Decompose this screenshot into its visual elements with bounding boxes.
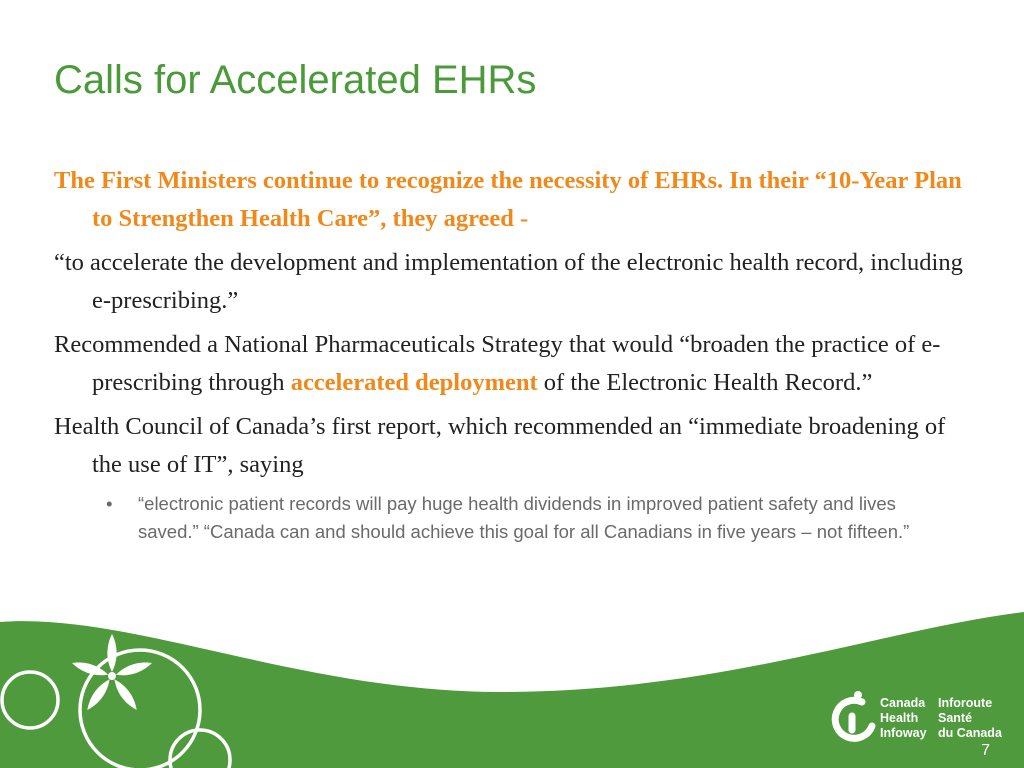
logo-french-text: Inforoute Santé du Canada (938, 696, 1002, 740)
slide-title: Calls for Accelerated EHRs (54, 58, 537, 102)
sub-bullet-text: “electronic patient records will pay huge health dividends in improved patient safety and lives saved.” “Canada can and should achieve this goal for all Canadians in five years – not fifteen.” (138, 493, 910, 542)
recommendation-text-start: Recommended a National Pharmaceuticals Strategy that would “broaden the practice of e-prescribing through (54, 331, 941, 396)
green-wave-band (0, 612, 1024, 768)
intro-paragraph: The First Ministers continue to recognize the necessity of EHRs. In their “10-Year Plan to Strengthen Health Care”, they agreed - (54, 167, 962, 232)
page-number: 7 (981, 742, 990, 759)
bullet-icon: • (106, 493, 113, 514)
council-paragraph: Health Council of Canada’s first report, which recommended an “immediate broadening of the use of IT”, saying (54, 413, 946, 478)
recommendation-text-end: of the Electronic Health Record.” (537, 368, 873, 396)
highlight-text: accelerated deployment (290, 368, 538, 396)
quote-paragraph: “to accelerate the development and implementation of the electronic health record, including e-prescribing.” (54, 249, 963, 314)
logo-english-text: Canada Health Infoway (880, 696, 927, 740)
